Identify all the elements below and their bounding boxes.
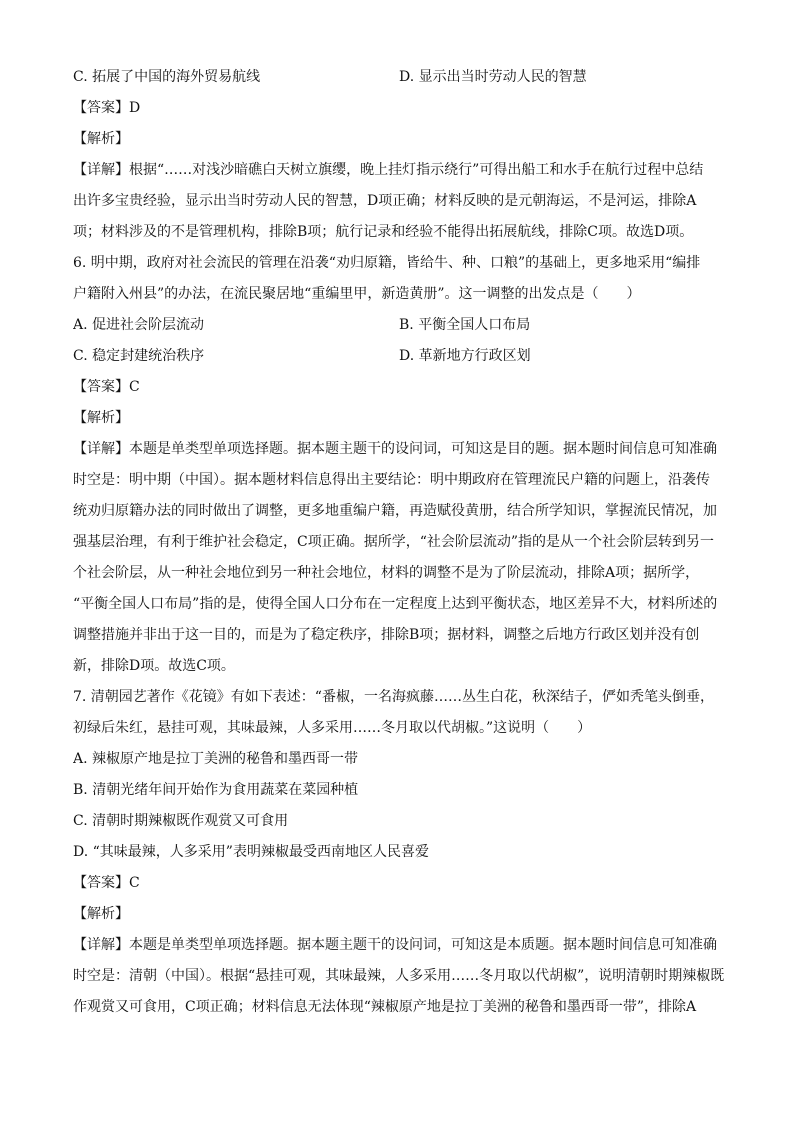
answer-label: 【答案】 — [73, 875, 129, 891]
answer-value: C — [129, 875, 140, 891]
q6-answer — [73, 372, 728, 403]
q5-option-d[interactable]: D. 显示出当时劳动人民的智慧 — [399, 69, 587, 85]
q7-analysis-label: 【解析】 — [73, 906, 129, 922]
q7-option-d[interactable]: D. “其味最辣，人多采用”表明辣椒最受西南地区人民喜爱 — [73, 844, 429, 860]
q6-detail-line: 个社会阶层，从一种社会地位到另一种社会地位，材料的调整不是为了阶层流动，排除A项；据所学， — [73, 565, 700, 581]
q6-detail-line: 统劝归原籍办法的同时做出了调整，更多地重编户籍，再造赋役黄册，结合所学知识，掌握流民情况，加 — [73, 503, 717, 519]
q6-stem-line: 6. 明中期，政府对社会流民的管理在沿袭“劝归原籍，皆给牛、种、口粮”的基础上，更多地采用“编排 — [73, 255, 701, 271]
q7-detail-line: 作观赏又可食用，C项正确；材料信息无法体现“辣椒原产地是拉丁美洲的秘鲁和墨西哥一带”，排除A — [73, 999, 697, 1015]
q6-option-d[interactable]: D. 革新地方行政区划 — [399, 348, 531, 364]
answer-label: 【答案】 — [73, 100, 129, 116]
answer-value: D — [129, 100, 141, 116]
q6-analysis-label: 【解析】 — [73, 410, 129, 426]
q6-detail-line: 强基层治理，有利于维护社会稳定，C项正确。据所学，“社会阶层流动”指的是从一个社会阶层转到另一 — [73, 534, 715, 550]
q6-options-ab — [73, 310, 728, 341]
q7-answer — [73, 868, 728, 899]
q5-detail-line: 项；材料涉及的不是管理机构，排除B项；航行记录和经验不能得出拓展航线，排除C项。故选D项。 — [73, 224, 694, 240]
q5-detail-line: 出许多宝贵经验，显示出当时劳动人民的智慧，D项正确；材料反映的是元朝海运，不是河运，排除A — [73, 193, 697, 209]
q5-answer — [73, 93, 728, 124]
q6-detail-line: 调整措施并非出于这一目的，而是为了稳定秩序，排除B项；据材料，调整之后地方行政区划并没有创 — [73, 627, 700, 643]
answer-label: 【答案】 — [73, 379, 129, 395]
q6-option-b[interactable]: B. 平衡全国人口布局 — [399, 317, 531, 333]
q7-stem-line: 初绿后朱红，悬挂可观，其味最辣，人多采用……冬月取以代胡椒。”这说明（ ） — [73, 720, 592, 736]
q6-detail-line: 【详解】本题是单类型单项选择题。据本题主题干的设问词，可知这是目的题。据本题时间信息可知准确 — [73, 441, 717, 457]
q6-detail-line: 时空是：明中期（中国）。据本题材料信息得出主要结论：明中期政府在管理流民户籍的问题上，沿袭传 — [73, 472, 710, 488]
q5-option-c[interactable]: C. 拓展了中国的海外贸易航线 — [73, 69, 261, 85]
q7-stem-line: 7. 清朝园艺著作《花镜》有如下表述：“番椒，一名海疯藤……丛生白花，秋深结子，俨如秃笔头倒垂， — [73, 689, 714, 705]
q6-options-cd — [73, 341, 728, 372]
q6-detail-line: 新，排除D项。故选C项。 — [73, 658, 235, 674]
q5-detail-line: 【详解】根据“……对浅沙暗礁白天树立旗缨，晚上挂灯指示绕行”可得出船工和水手在航行过程中总结 — [73, 162, 704, 178]
q7-detail-line: 【详解】本题是单类型单项选择题。据本题主题干的设问词，可知这是本质题。据本题时间信息可知准确 — [73, 937, 717, 953]
answer-value: C — [129, 379, 140, 395]
q7-option-b[interactable]: B. 清朝光绪年间开始作为食用蔬菜在菜园种植 — [73, 782, 359, 798]
q6-detail-line: “平衡全国人口布局”指的是，使得全国人口分布在一定程度上达到平衡状态，地区差异不大，材料所述的 — [73, 596, 718, 612]
document-page — [73, 62, 728, 1023]
q7-option-a[interactable]: A. 辣椒原产地是拉丁美洲的秘鲁和墨西哥一带 — [73, 751, 359, 767]
q5-options-cd — [73, 62, 728, 93]
q7-detail-line: 时空是：清朝（中国）。根据“悬挂可观，其味最辣，人多采用……冬月取以代胡椒”，说明清朝时期辣椒既 — [73, 968, 725, 984]
q5-analysis-label: 【解析】 — [73, 131, 129, 147]
q6-stem-line: 户籍附入州县”的办法，在流民聚居地“重编里甲，新造黄册”。这一调整的出发点是（ ） — [73, 286, 641, 302]
q7-option-c[interactable]: C. 清朝时期辣椒既作观赏又可食用 — [73, 813, 289, 829]
q6-option-a[interactable]: A. 促进社会阶层流动 — [73, 317, 205, 333]
q6-option-c[interactable]: C. 稳定封建统治秩序 — [73, 348, 205, 364]
